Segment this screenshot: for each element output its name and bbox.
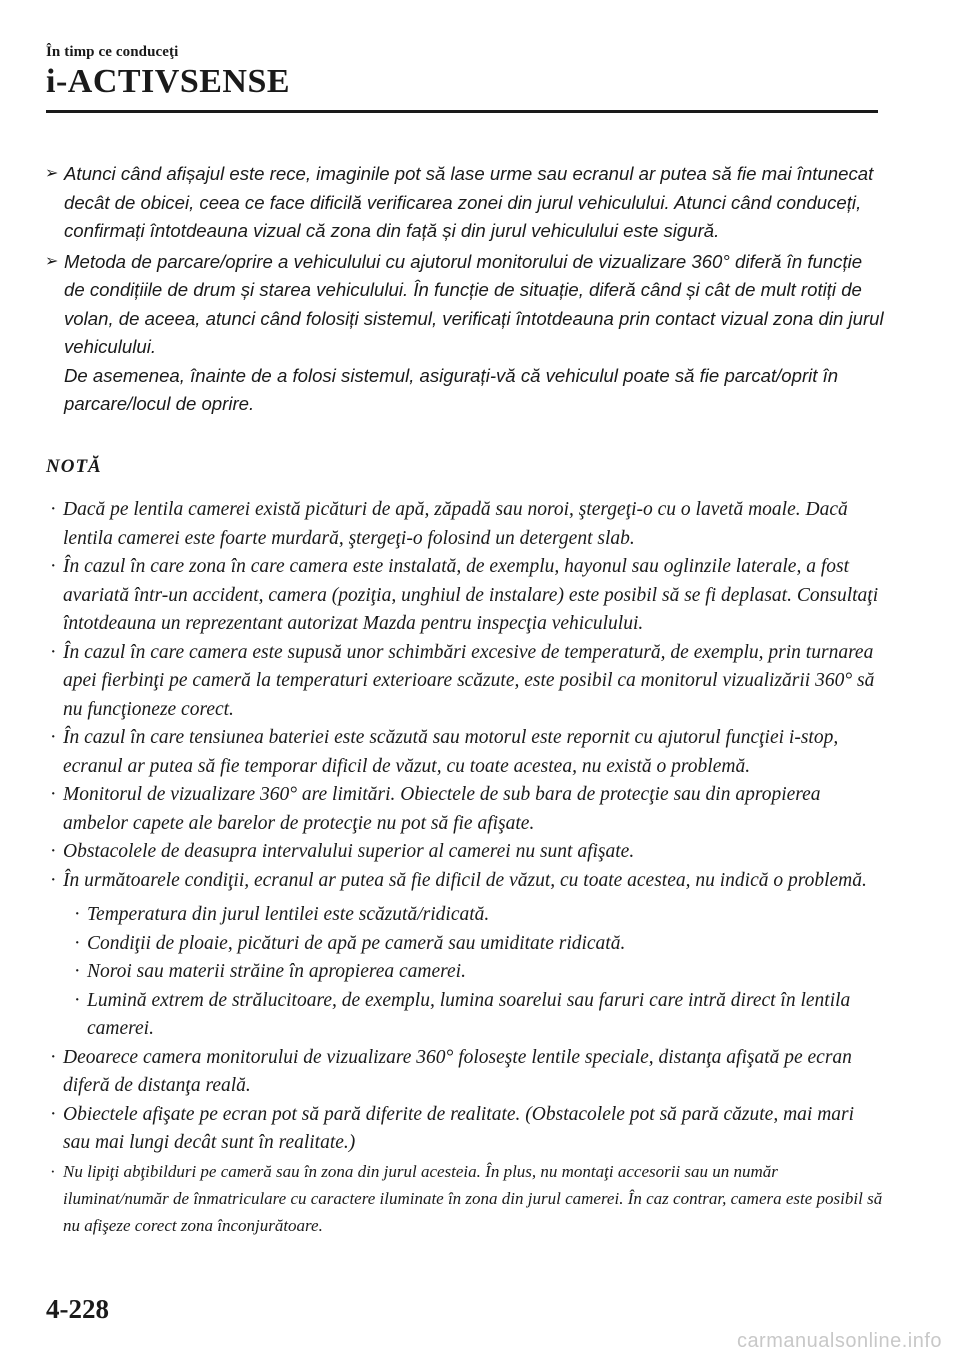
bullet-dot-icon: · [50, 841, 57, 862]
header-divider [46, 110, 878, 113]
bullet-dot-icon: · [50, 727, 57, 748]
note-item [46, 1044, 886, 1101]
caution-text: Metoda de parcare/oprire a vehiculului cu ajutorul monitorului de vizualizare 360° diferă în funcție de condițiile de drum și starea vehiculului. În funcție de situație, diferă când și cât de mult rotiți de volan, de aceea, atunci când folosiți sistemul, verificați întotdeauna prin contact vizual zona din jurul vehiculului. [64, 250, 884, 357]
bullet-dot-icon: · [74, 932, 81, 954]
note-item-text: Obstacolele de deasupra intervalului superior al camerei nu sunt afişate. [63, 841, 635, 862]
note-sub-item-text: Temperatura din jurul lentilei este scăzută/ridicată. [87, 904, 490, 925]
bullet-dot-icon: · [50, 1046, 57, 1068]
note-section [46, 456, 886, 1239]
bullet-dot-icon: · [74, 961, 81, 982]
bullet-dot-icon: · [50, 641, 57, 663]
note-item [46, 639, 886, 725]
note-item [46, 496, 886, 553]
note-item-text: Deoarece camera monitorului de vizualizare 360° foloseşte lentile speciale, distanţa afişată pe ecran diferă de distanţa reală. [63, 1046, 852, 1096]
note-sub-item [70, 958, 886, 987]
note-item-text: În următoarele condiţii, ecranul ar putea să fie dificil de văzut, cu toate acestea, nu indică o problemă. [63, 869, 867, 891]
note-sub-item [70, 930, 886, 959]
note-item [46, 724, 886, 781]
note-item-text: Obiectele afişate pe ecran pot să pară diferite de realitate. (Obstacolele pot să pară căzute, mai mari sau mai lungi decât sunt în realitate.) [63, 1103, 855, 1153]
note-sub-item-text: Noroi sau materii străine în apropierea camerei. [87, 961, 466, 982]
note-sub-list [70, 901, 886, 1044]
bullet-dot-icon: · [50, 784, 57, 805]
bullet-dot-icon: · [50, 556, 57, 577]
note-title: NOTĂ [46, 456, 102, 477]
note-item [46, 867, 886, 896]
chapter-title: i-ACTIVSENSE [46, 63, 291, 100]
bullet-dot-icon: · [74, 904, 81, 925]
watermark: carmanualsonline.info [736, 1330, 942, 1352]
section-label: În timp ce conduceţi [46, 44, 179, 60]
note-list [46, 496, 886, 1239]
caution-text: Atunci când afișajul este rece, imaginile pot să lase urme sau ecranul ar putea să fie mai întunecat decât de obicei, ceea ce face dificilă verificarea zonei din jurul vehiculului. Atunci când conduceți, confirmați întotdeauna vizual că zona din față și din jurul vehiculului este sigură. [64, 163, 874, 241]
note-sub-item-text: Condiţii de ploaie, picături de apă pe cameră sau umiditate ridicată. [87, 932, 626, 954]
note-item-text: În cazul în care camera este supusă unor schimbări excesive de temperatură, de exemplu, prin turnarea apei fierbinţi pe cameră la temperaturi exterioare scăzute, este posibil ca monitorul vizualizării 360° să nu funcţioneze corect. [63, 641, 875, 720]
note-sub-item [70, 901, 886, 930]
page-number: 4-228 [46, 1294, 109, 1324]
note-item-text: În cazul în care zona în care camera este instalată, de exemplu, hayonul sau oglinzile laterale, a fost avariată într-un accident, camera (poziţia, unghiul de instalare) este posibil să se fi deplasat. Consultaţi întotdeauna un reprezentant autorizat Mazda pentru inspecţia vehiculului. [63, 556, 879, 634]
caution-item [46, 248, 886, 419]
bullet-dot-icon: · [50, 1103, 57, 1125]
bullet-dot-icon: · [50, 869, 57, 891]
note-item [46, 838, 886, 867]
bullet-dot-icon: · [50, 499, 57, 520]
note-item [46, 1101, 886, 1158]
caution-item [46, 160, 886, 246]
arrow-bullet-icon: ➢ [45, 165, 59, 182]
caution-list [46, 160, 886, 421]
bullet-dot-icon: · [50, 1161, 56, 1181]
note-item [46, 1158, 886, 1239]
note-item-text: Nu lipiţi abţibilduri pe cameră sau în zona din jurul acesteia. În plus, nu montaţi accesorii sau un număr iluminat/număr de înmatriculare cu caractere iluminate în zona din jurul camerei. În caz contrar, camera este posibil să nu afişeze corect zona înconjurătoare. [63, 1161, 883, 1235]
bullet-dot-icon: · [74, 989, 81, 1011]
note-item [46, 553, 886, 639]
note-item-text: Dacă pe lentila camerei există picături de apă, zăpadă sau noroi, ştergeţi-o cu o lavetă moale. Dacă lentila camerei este foarte murdară, ştergeţi-o folosind un detergent slab. [63, 499, 848, 549]
note-item-text: Monitorul de vizualizare 360° are limitări. Obiectele de sub bara de protecţie sau din apropierea ambelor capete ale barelor de protecţie nu pot să fie afişate. [63, 784, 821, 834]
arrow-bullet-icon: ➢ [45, 252, 59, 270]
page-header [46, 44, 878, 101]
note-sub-item [70, 987, 886, 1044]
note-sub-item-text: Lumină extrem de strălucitoare, de exemplu, lumina soarelui sau faruri care intră direct în lentila camerei. [87, 989, 851, 1039]
note-item-text: În cazul în care tensiunea bateriei este scăzută sau motorul este repornit cu ajutorul funcţiei i-stop, ecranul ar putea să fie temporar dificil de văzut, cu toate acestea, nu există o problemă. [63, 727, 839, 777]
caution-extra-text: De asemenea, înainte de a folosi sistemul, asigurați-vă că vehiculul poate să fie parcat/oprit în parcare/locul de oprire. [64, 364, 839, 414]
note-item [46, 781, 886, 838]
